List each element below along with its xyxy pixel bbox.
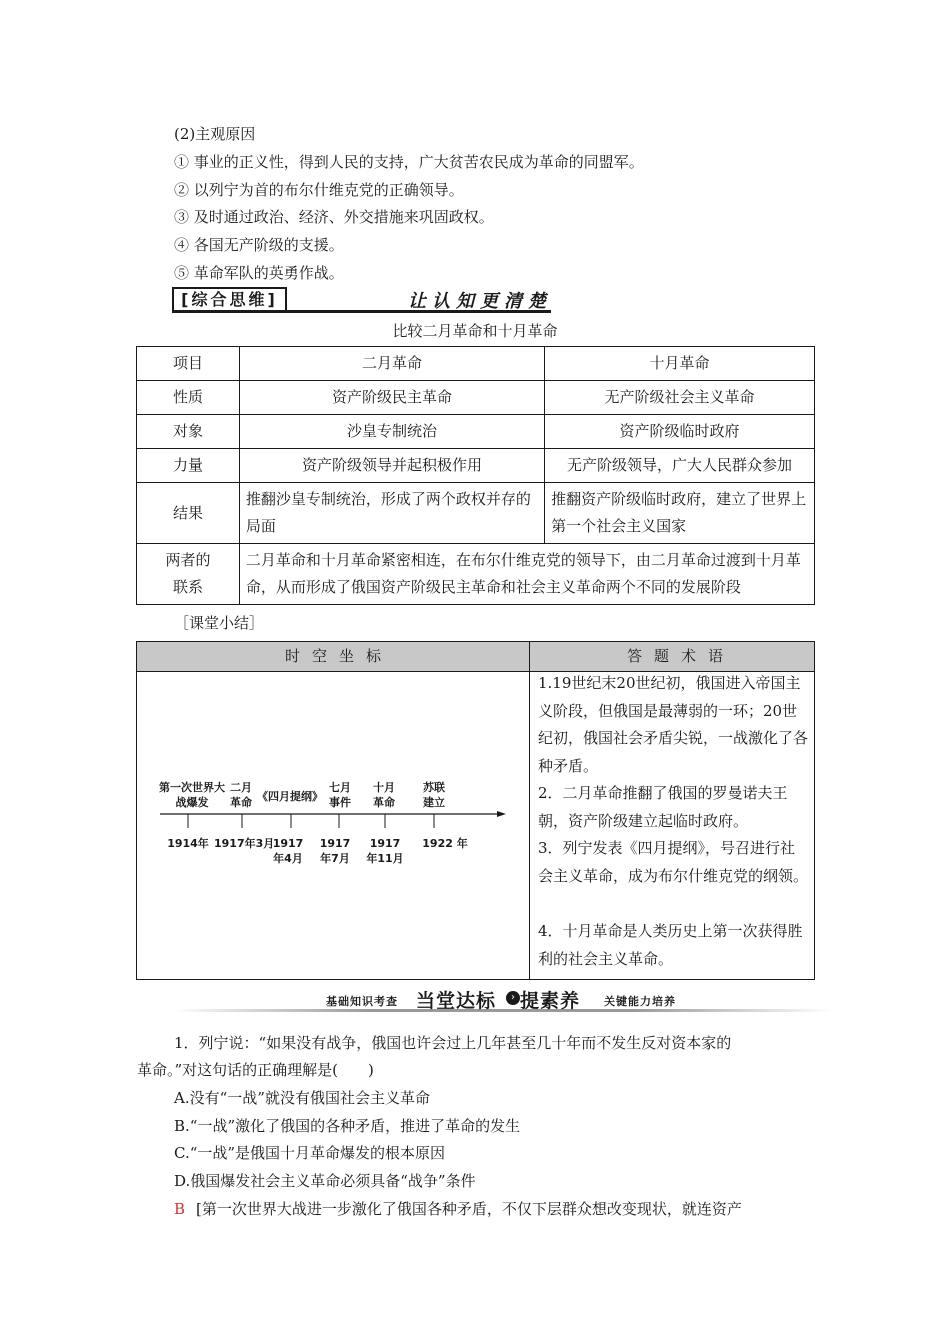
list-item: ③ 及时通过政治、经济、外交措施来巩固政权。 — [174, 208, 494, 226]
table-header: 二月革命 — [239, 347, 544, 381]
table-cell: 推翻资产阶级临时政府，建立了世界上第一个社会主义国家 — [545, 483, 815, 544]
table-header-row — [137, 347, 815, 381]
question-stem: 1．列宁说：“如果没有战争，俄国也许会过上几年甚至几十年而不发生反对资本家的 — [174, 1034, 732, 1052]
table-cell: 资产阶级临时政府 — [545, 415, 815, 449]
section-bar-title-a: 当堂达标 — [416, 990, 497, 1012]
banner-title: 让认知更清楚 — [408, 291, 552, 312]
timeline-date: 1914年 — [167, 837, 209, 850]
table-cell: 推翻沙皇专制统治，形成了两个政权并存的局面 — [239, 483, 544, 544]
table-row — [137, 449, 815, 483]
table-row — [137, 381, 815, 415]
summary-col1-title: 时空坐标 — [285, 647, 394, 665]
option-a: A.没有“一战”就没有俄国社会主义革命 — [174, 1089, 430, 1107]
table-row — [137, 415, 815, 449]
timeline-date: 1917年3月 — [214, 837, 275, 850]
table-cell: 性质 — [137, 381, 240, 415]
comparison-table — [136, 346, 815, 605]
table-cell: 资产阶级民主革命 — [239, 381, 544, 415]
table-header: 项目 — [137, 347, 240, 381]
table-cell: 对象 — [137, 415, 240, 449]
question-stem: 革命。”对这句话的正确理解是( ) — [137, 1061, 374, 1079]
timeline-date: 1917年11月 — [366, 837, 404, 865]
summary-term: 4．十月革命是人类历史上第一次获得胜利的社会主义革命。 — [538, 922, 803, 968]
list-item: ② 以列宁为首的布尔什维克党的正确领导。 — [174, 181, 464, 199]
table-header: 十月革命 — [545, 347, 815, 381]
timeline-event: 《四月提纲》 — [257, 790, 323, 803]
summary-col2-title: 答题术语 — [627, 647, 736, 665]
table-row — [137, 544, 815, 605]
timeline-event: 第一次世界大战爆发 — [159, 781, 225, 809]
timeline-date: 1917年7月 — [319, 837, 351, 865]
table-cell: 两者的联系 — [137, 544, 240, 605]
arrow-icon: › — [506, 991, 520, 1005]
table-cell: 无产阶级领导，广大人民群众参加 — [545, 449, 815, 483]
summary-label: ［课堂小结］ — [174, 614, 265, 632]
timeline-event: 七月事件 — [329, 781, 351, 809]
summary-divider — [529, 641, 530, 980]
list-item: ⑤ 革命军队的英勇作战。 — [174, 264, 344, 282]
table-cell: 力量 — [137, 449, 240, 483]
table-cell: 二月革命和十月革命紧密相连，在布尔什维克党的领导下，由二月革命过渡到十月革命，从而形成了俄国资产阶级民主革命和社会主义革命两个不同的发展阶段 — [239, 544, 814, 605]
option-b: B.“一战”激化了俄国的各种矛盾，推进了革命的发生 — [174, 1117, 521, 1135]
answer-letter: B — [174, 1200, 186, 1218]
section-bar-right: 关键能力培养 — [604, 995, 676, 1008]
timeline-arrow — [497, 811, 506, 817]
summary-term: 1.19世纪末20世纪初，俄国进入帝国主义阶段，但俄国是最薄弱的一环；20世纪初，俄国社会矛盾尖锐，一战激化了各种矛盾。 — [538, 674, 809, 775]
section-bar — [172, 987, 832, 1013]
option-d: D.俄国爆发社会主义革命必须具备“战争”条件 — [174, 1172, 476, 1190]
table-cell: 沙皇专制统治 — [239, 415, 544, 449]
table-title: 比较二月革命和十月革命 — [392, 322, 558, 340]
list-item: ④ 各国无产阶级的支援。 — [174, 236, 344, 254]
table-cell: 无产阶级社会主义革命 — [545, 381, 815, 415]
table-cell: 资产阶级领导并起积极作用 — [239, 449, 544, 483]
section-bar-left: 基础知识考查 — [326, 995, 398, 1008]
timeline-event: 十月革命 — [373, 781, 395, 809]
section-bar-line — [172, 1009, 832, 1012]
list-item: ① 事业的正义性，得到人民的支持，广大贫苦农民成为革命的同盟军。 — [174, 153, 644, 171]
summary-term: 2．二月革命推翻了俄国的罗曼诺夫王朝，资产阶级建立起临时政府。 — [538, 784, 788, 830]
timeline-event: 二月革命 — [230, 781, 252, 809]
summary-term: 3．列宁发表《四月提纲》，号召进行社会主义革命，成为布尔什维克党的纲领。 — [538, 839, 809, 885]
timeline-date: 1922 年 — [422, 837, 468, 850]
banner-tag: [综合思维] — [172, 287, 287, 313]
answer-explanation: [第一次世界大战进一步激化了俄国各种矛盾，不仅下层群众想改变现状，就连资产 — [196, 1200, 742, 1218]
timeline-date: 1917年4月 — [272, 837, 304, 865]
table-cell: 结果 — [137, 483, 240, 544]
timeline-event: 苏联建立 — [423, 781, 445, 809]
table-row — [137, 483, 815, 544]
option-c: C.“一战”是俄国十月革命爆发的根本原因 — [174, 1144, 446, 1162]
section-bar-title-b: 提素养 — [520, 990, 581, 1012]
section-heading: (2)主观原因 — [174, 125, 256, 143]
